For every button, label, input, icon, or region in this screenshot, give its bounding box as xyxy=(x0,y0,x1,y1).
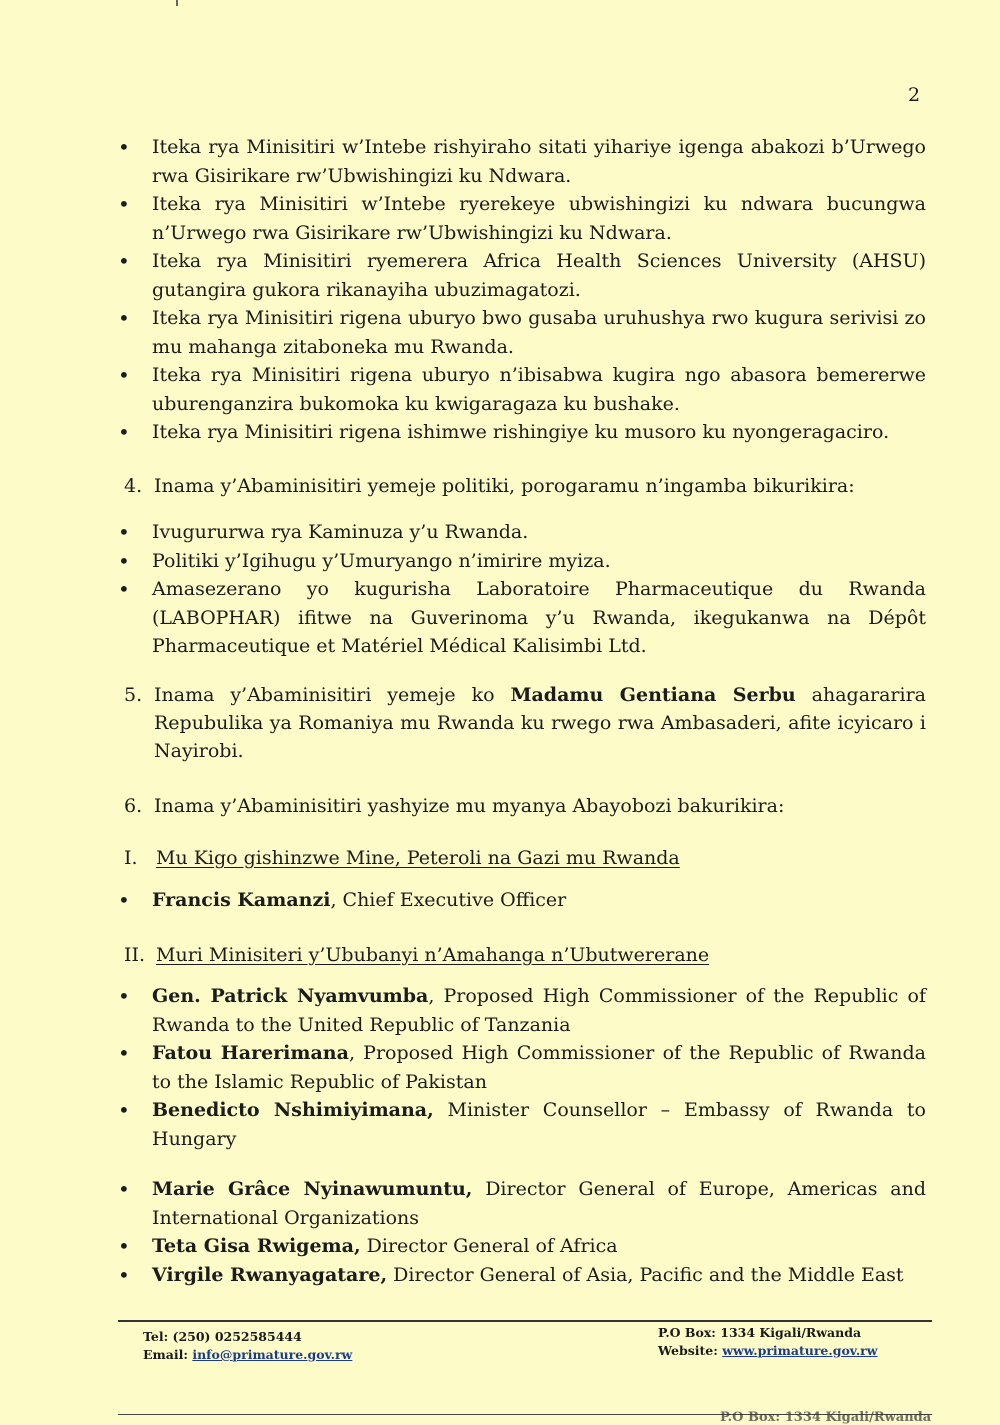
website-label: Website: xyxy=(658,1343,718,1358)
item-number: 5. xyxy=(124,684,143,706)
appointee-name: Gen. Patrick Nyamvumba xyxy=(152,985,429,1007)
section-1-heading xyxy=(124,844,680,872)
footer-contact xyxy=(143,1328,352,1364)
appointee-name: Marie Grâce Nyinawumuntu, xyxy=(152,1178,473,1200)
decree-item: • Iteka rya Minisitiri w’Intebe ryerekeye ubwishingizi ku ndwara bucungwa n’Urwego rwa Gisirikare rw’Ubwishingizi ku Ndwara. xyxy=(118,190,926,247)
ambassador-name: Madamu Gentiana Serbu xyxy=(510,684,796,706)
appointee-name: Fatou Harerimana xyxy=(152,1042,349,1064)
item-text: Inama y’Abaminisitiri yemeje politiki, porogaramu n’ingamba bikurikira: xyxy=(154,475,855,497)
footer-divider xyxy=(118,1320,932,1322)
next-page-cutoff-text: P.O Box: 1334 Kigali/Rwanda xyxy=(720,1410,932,1425)
decree-item: • Iteka rya Minisitiri ryemerera Africa Health Sciences University (AHSU) gutangira gukora rikanayiha ubuzimagatozi. xyxy=(118,247,926,304)
footer-tel xyxy=(143,1328,352,1346)
section-2-appointees-a xyxy=(118,982,926,1153)
appointee-role: Director General of Africa xyxy=(360,1235,618,1257)
policy-item: • Ivugururwa rya Kaminuza y’u Rwanda. xyxy=(118,518,926,547)
footer-website xyxy=(658,1342,878,1360)
appointee-item xyxy=(118,1261,926,1290)
scan-mark xyxy=(176,0,178,6)
footer-address xyxy=(658,1324,878,1360)
policy-item: • Amasezerano yo kugurisha Laboratoire Pharmaceutique du Rwanda (LABOPHAR) ifitwe na Guverinoma y’u Rwanda, ikegukanwa na Dépôt Pharmaceutique et Matériel Médical Kalisimbi Ltd. xyxy=(118,575,926,661)
section-numeral: II. xyxy=(124,944,146,966)
item-text-start: Inama y’Abaminisitiri yemeje ko xyxy=(154,684,511,706)
appointee-item xyxy=(118,1039,926,1096)
item-text xyxy=(154,681,926,765)
appointee-name: Teta Gisa Rwigema, xyxy=(152,1235,361,1257)
decree-item: • Iteka rya Minisitiri rigena uburyo n’ibisabwa kugira ngo abasora bemererwe uburenganzira bukomoka ku kwigaragaza ku bushake. xyxy=(118,361,926,418)
item-number: 6. xyxy=(124,795,143,817)
email-link[interactable]: info@primature.gov.rw xyxy=(192,1347,353,1362)
decree-item: • Iteka rya Minisitiri rigena uburyo bwo gusaba uruhushya rwo kugura serivisi zo mu mahanga zitaboneka mu Rwanda. xyxy=(118,304,926,361)
decree-item: • Iteka rya Minisitiri rigena ishimwe rishingiye ku musoro ku nyongeragaciro. xyxy=(118,418,926,447)
decree-list xyxy=(118,133,926,447)
appointee-name: Francis Kamanzi xyxy=(152,889,331,911)
appointee-role: , Chief Executive Officer xyxy=(330,889,567,911)
section-1-appointees xyxy=(118,886,926,915)
tel-label: Tel: xyxy=(143,1329,169,1344)
section-title: Mu Kigo gishinzwe Mine, Peteroli na Gazi mu Rwanda xyxy=(156,847,680,869)
tel-value: (250) 0252585444 xyxy=(172,1329,302,1344)
item-6 xyxy=(124,792,926,820)
appointee-item xyxy=(118,982,926,1039)
section-2-appointees-b xyxy=(118,1175,926,1289)
email-label: Email: xyxy=(143,1347,188,1362)
appointee-role: Minister Counsellor – Embassy of Rwanda to Hungary xyxy=(152,1099,926,1150)
decree-item: • Iteka rya Minisitiri w’Intebe rishyiraho sitati yihariye igenga abakozi b’Urwego rwa Gisirikare rw’Ubwishingizi ku Ndwara. xyxy=(118,133,926,190)
appointee-item xyxy=(118,1175,926,1232)
item-number: 4. xyxy=(124,475,143,497)
appointee-item xyxy=(118,1232,926,1261)
section-numeral: I. xyxy=(124,847,138,869)
item-text-end: ahagararira Repubulika ya Romaniya mu Rwanda ku rwego rwa Ambasaderi, afite icyicaro i Nayirobi. xyxy=(154,684,926,762)
website-link[interactable]: www.primature.gov.rw xyxy=(722,1343,878,1358)
appointee-role: , Proposed High Commissioner of the Republic of Rwanda to the United Republic of Tanzania xyxy=(152,985,926,1036)
section-2-heading xyxy=(124,941,709,969)
appointee-role: , Proposed High Commissioner of the Republic of Rwanda to the Islamic Republic of Pakistan xyxy=(152,1042,926,1093)
policy-list xyxy=(118,518,926,661)
policy-item: • Politiki y’Igihugu y’Umuryango n’imirire myiza. xyxy=(118,547,926,576)
appointee-item xyxy=(118,1096,926,1153)
item-text: Inama y’Abaminisitiri yashyize mu myanya Abayobozi bakurikira: xyxy=(154,795,785,817)
item-5 xyxy=(124,681,926,765)
appointee-role: Director General of Europe, Americas and International Organizations xyxy=(152,1178,926,1229)
appointee-name: Benedicto Nshimiyimana, xyxy=(152,1099,434,1121)
footer-pobox: P.O Box: 1334 Kigali/Rwanda xyxy=(658,1325,862,1340)
item-4 xyxy=(124,472,926,500)
section-title: Muri Minisiteri y’Ububanyi n’Amahanga n’Ubutwererane xyxy=(156,944,710,966)
footer-email xyxy=(143,1346,352,1364)
page-number: 2 xyxy=(908,84,921,106)
appointee-role: Director General of Asia, Pacific and the Middle East xyxy=(387,1263,904,1286)
appointee-item xyxy=(118,886,926,915)
appointee-name: Virgile Rwanyagatare, xyxy=(152,1263,388,1286)
